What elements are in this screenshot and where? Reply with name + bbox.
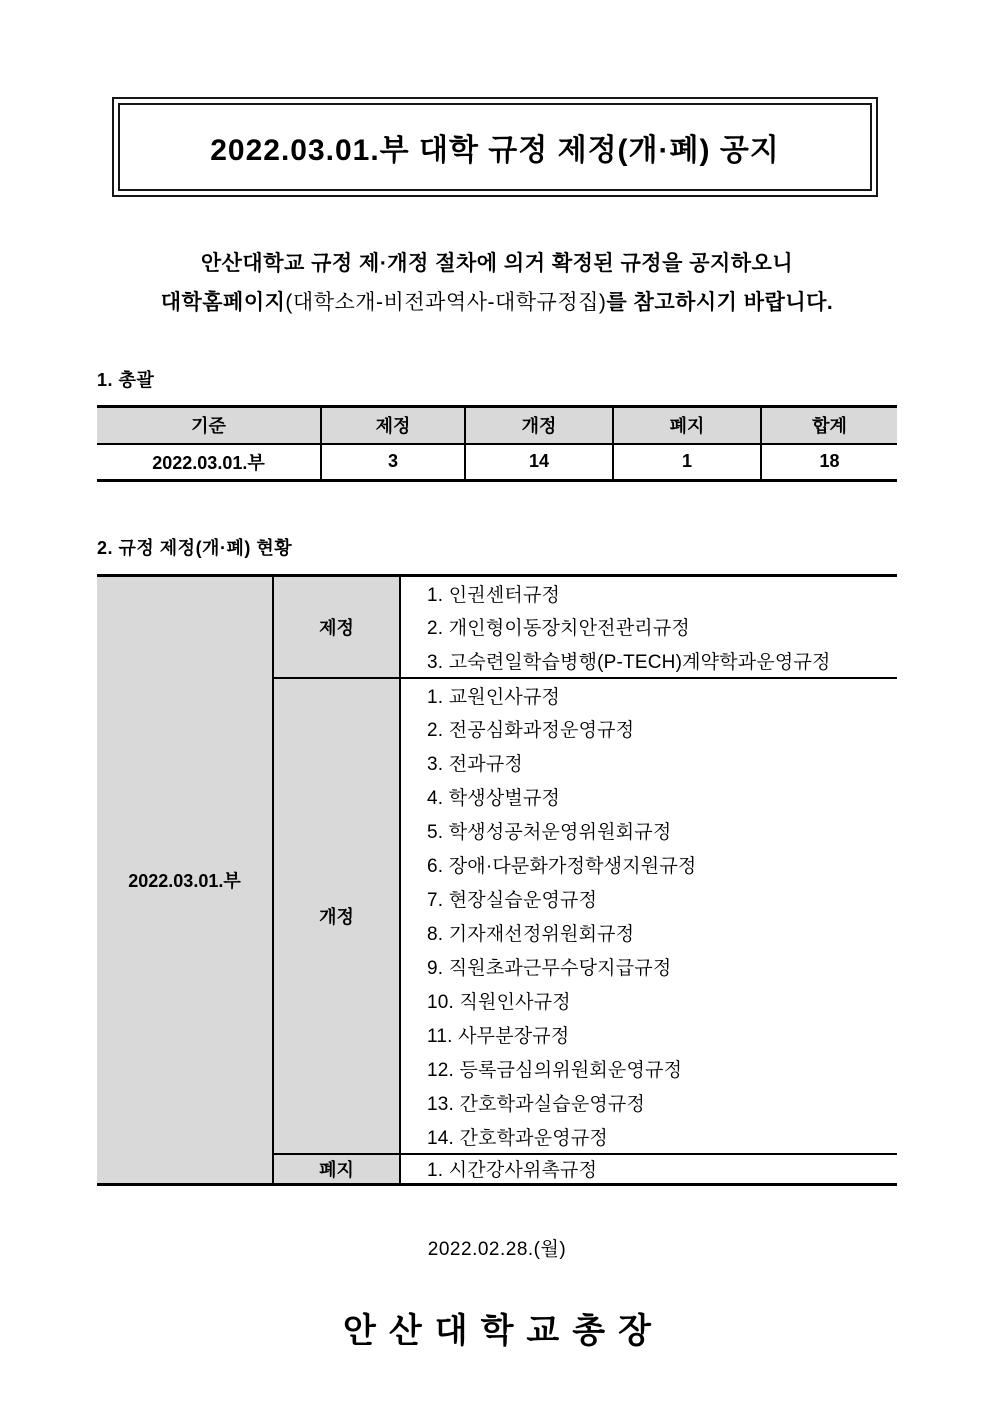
list-item: 9. 직원초과근무수당지급규정 [427, 958, 672, 979]
title-box [112, 97, 878, 197]
summary-cell-enacted-count: 3 [321, 444, 465, 481]
intro-homepage-label: 대학홈페이지 [160, 291, 286, 314]
list-item: 1. 시간강사위촉규정 [400, 1154, 897, 1185]
detail-table [97, 574, 897, 1186]
summary-cell-total-count: 18 [761, 444, 897, 481]
summary-header-개정: 개정 [465, 407, 613, 444]
list-item: 2. 전공심화과정운영규정 [427, 720, 635, 741]
summary-header-기준: 기준 [97, 407, 321, 444]
list-item: 14. 간호학과운영규정 [427, 1127, 608, 1149]
page-title: 2022.03.01.부 대학 규정 제정(개·폐) 공지 [210, 134, 780, 167]
group-label-enacted: 제정 [273, 576, 400, 678]
list-item: 11. 사무분장규정 [427, 1026, 570, 1047]
intro-line-2 [97, 283, 897, 322]
intro-menu-path: (대학소개-비전과역사-대학규정집) [285, 291, 607, 314]
group-label-abolished: 폐지 [273, 1154, 400, 1185]
document-date: 2022.02.28.(월) [427, 1239, 567, 1260]
list-item: 8. 기자재선정위원회규정 [427, 924, 635, 945]
list-item: 7. 현장실습운영규정 [427, 890, 598, 911]
intro-paragraph [97, 244, 897, 322]
summary-cell-abolished-count: 1 [613, 444, 761, 481]
summary-data-row [97, 444, 897, 481]
list-item: 13. 간호학과실습운영규정 [427, 1094, 646, 1115]
summary-header-제정: 제정 [321, 407, 465, 444]
group-label-revised: 개정 [273, 678, 400, 1154]
summary-table [97, 405, 897, 482]
summary-cell-revised-count: 14 [465, 444, 613, 481]
list-item: 1. 교원인사규정 [400, 678, 897, 712]
list-item: 4. 학생상벌규정 [427, 788, 561, 809]
section1-heading: 1. 총괄 [97, 370, 155, 390]
list-item: 1. 인권센터규정 [427, 584, 561, 606]
intro-line-2-suffix: 를 참고하시기 바랍니다. [606, 291, 834, 314]
title-box-inner-border [118, 103, 872, 191]
list-item: 3. 고숙련일학습병행(P-TECH)계약학과운영규정 [427, 651, 831, 673]
list-item: 6. 장애·다문화가정학생지원규정 [427, 856, 697, 877]
signature-president: 안산대학교총장 [343, 1312, 664, 1350]
intro-line-1: 안산대학교 규정 제·개정 절차에 의거 확정된 규정을 공지하오니 [200, 252, 794, 275]
summary-header-폐지: 폐지 [613, 407, 761, 444]
summary-header-합계: 합계 [761, 407, 897, 444]
summary-header-row [97, 407, 897, 444]
table-row [97, 576, 897, 610]
section2-heading: 2. 규정 제정(개·폐) 현황 [97, 538, 293, 558]
list-item: 2. 개인형이동장치안전관리규정 [427, 618, 690, 639]
list-item: 12. 등록금심의위원회운영규정 [427, 1060, 683, 1081]
list-item: 10. 직원인사규정 [427, 992, 571, 1013]
list-item: 5. 학생성공처운영위원회규정 [427, 822, 672, 843]
list-item: 3. 전과규정 [427, 754, 523, 775]
summary-cell-date: 2022.03.01.부 [97, 444, 321, 481]
detail-date-cell: 2022.03.01.부 [97, 576, 273, 1185]
